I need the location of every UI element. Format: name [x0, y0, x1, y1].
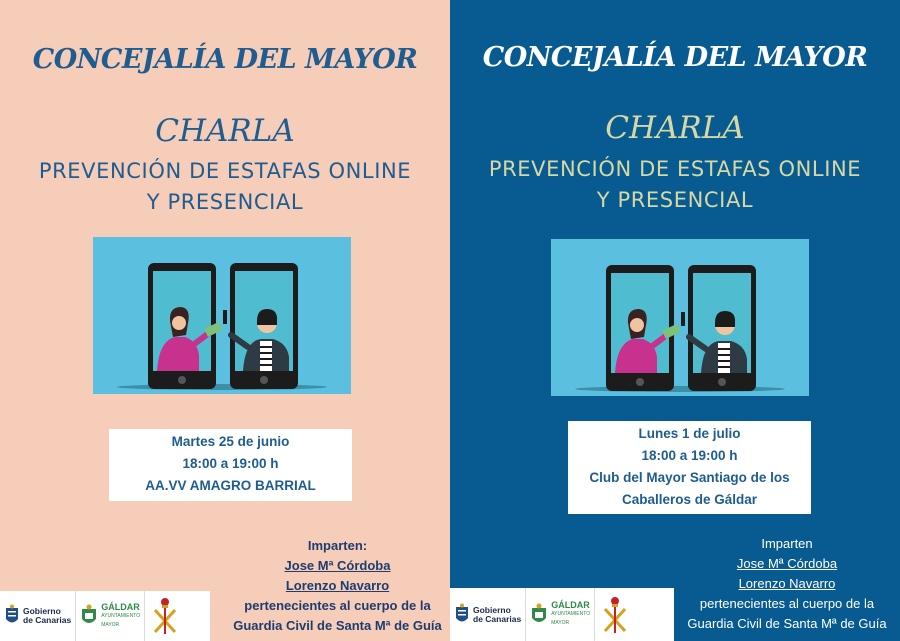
- speaker-link-2[interactable]: Lorenzo Navarro: [738, 576, 836, 591]
- sponsor-logos: [450, 588, 674, 641]
- speakers-block: [674, 534, 900, 634]
- phone-scam-illustration: [551, 239, 809, 396]
- guardia-civil-emblem-icon: [599, 595, 631, 635]
- talk-topic: [450, 154, 900, 216]
- event-date: Martes 25 de junio: [171, 434, 290, 449]
- affiliation-line-2: Guardia Civil de Santa Mª de Guía: [687, 616, 887, 631]
- gobierno-canarias-logo: [450, 588, 525, 641]
- galdar-crest-icon: [530, 603, 548, 627]
- event-venue-line1: Club del Mayor Santiago de los: [589, 470, 790, 485]
- gobierno-line1: Gobierno: [23, 606, 61, 616]
- speakers-label: Imparten:: [307, 538, 368, 553]
- affiliation-line-1: pertenecientes al cuerpo de la: [699, 596, 875, 611]
- talk-topic-line1: PREVENCIÓN DE ESTAFAS ONLINE: [38, 159, 412, 183]
- event-time: 18:00 a 19:00 h: [182, 456, 279, 471]
- talk-topic-line1: PREVENCIÓN DE ESTAFAS ONLINE: [488, 157, 862, 181]
- guardia-civil-logo: [144, 591, 185, 641]
- phone-scam-illustration: [93, 237, 351, 394]
- gobierno-canarias-shield-icon: [454, 603, 470, 627]
- guardia-civil-emblem-icon: [149, 596, 181, 636]
- speaker-link-1[interactable]: Jose Mª Córdoba: [736, 556, 838, 571]
- event-details-box: [109, 429, 352, 501]
- event-venue-line2: Caballeros de Gáldar: [621, 492, 758, 507]
- gobierno-canarias-logo: [0, 591, 75, 641]
- department-title: CONCEJALÍA DEL MAYOR: [482, 42, 868, 73]
- gobierno-line2: de Canarias: [23, 615, 72, 625]
- gobierno-line2: de Canarias: [473, 613, 522, 624]
- speakers-label: Imparten: [761, 536, 813, 551]
- talk-topic-line2: Y PRESENCIAL: [596, 188, 754, 212]
- guardia-civil-logo: [594, 588, 635, 641]
- galdar-name: GÁLDAR: [551, 600, 590, 610]
- speaker-link-1[interactable]: Jose Mª Córdoba: [284, 558, 391, 573]
- talk-topic: [0, 156, 450, 218]
- speakers-block: [225, 536, 450, 636]
- galdar-sub1: AYUNTAMIENTO: [551, 611, 591, 617]
- galdar-sub2: MAYOR: [101, 621, 120, 628]
- galdar-crest-icon: [80, 604, 98, 628]
- event-details-box: [568, 421, 811, 514]
- department-title: CONCEJALÍA DEL MAYOR: [32, 44, 418, 75]
- flyer-panel-right: [450, 0, 900, 641]
- event-time: 18:00 a 19:00 h: [641, 448, 738, 463]
- gobierno-canarias-shield-icon: [4, 604, 20, 628]
- galdar-sub1: AYUNTAMIENTO: [101, 612, 141, 619]
- gobierno-line1: Gobierno: [473, 604, 511, 615]
- galdar-name: GÁLDAR: [101, 601, 140, 612]
- galdar-sub2: MAYOR: [551, 620, 570, 626]
- galdar-logo: [525, 588, 594, 641]
- galdar-logo: [75, 591, 144, 641]
- sponsor-logos: [0, 591, 210, 641]
- talk-heading: CHARLA: [605, 110, 745, 146]
- talk-topic-line2: Y PRESENCIAL: [146, 190, 304, 214]
- event-date: Lunes 1 de julio: [638, 426, 741, 441]
- affiliation-line-1: pertenecientes al cuerpo de la: [244, 598, 431, 613]
- speaker-link-2[interactable]: Lorenzo Navarro: [285, 578, 390, 593]
- talk-heading: CHARLA: [155, 113, 295, 149]
- event-venue: AA.VV AMAGRO BARRIAL: [145, 478, 316, 493]
- affiliation-line-2: Guardia Civil de Santa Mª de Guía: [233, 618, 442, 633]
